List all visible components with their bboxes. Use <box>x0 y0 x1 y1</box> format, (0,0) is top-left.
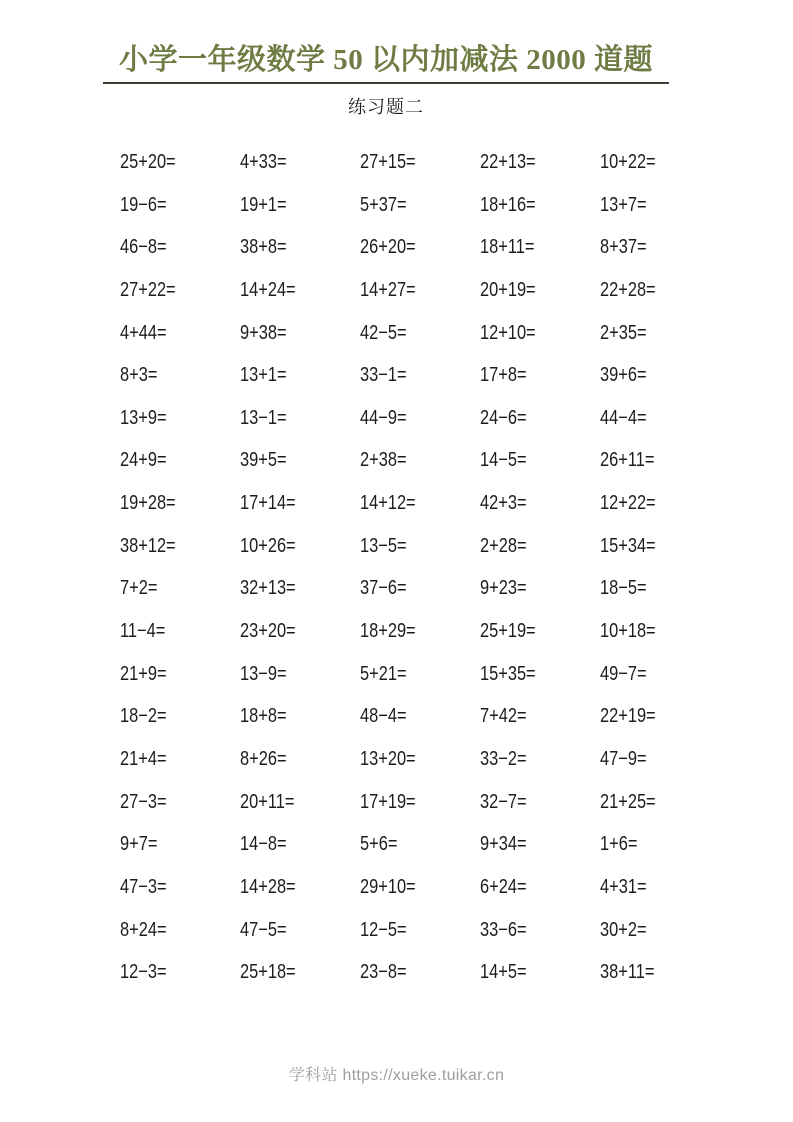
math-problem: 7+42= <box>480 705 527 728</box>
worksheet-header <box>103 44 669 119</box>
math-problem: 38+12= <box>120 534 176 557</box>
math-problem: 39+5= <box>240 449 287 472</box>
math-problem: 12−3= <box>120 961 167 984</box>
math-problem: 17+14= <box>240 492 296 515</box>
math-problem: 9+7= <box>120 833 158 856</box>
math-problem: 8+37= <box>600 236 647 259</box>
math-problem: 12−5= <box>360 918 407 941</box>
math-problem: 14−8= <box>240 833 287 856</box>
math-problem: 14+27= <box>360 278 416 301</box>
math-problem: 12+10= <box>480 321 536 344</box>
math-problem: 14−5= <box>480 449 527 472</box>
math-problem: 10+22= <box>600 151 656 173</box>
math-problem: 14+24= <box>240 278 296 301</box>
math-problem: 19+28= <box>120 492 176 515</box>
math-problem: 18−2= <box>120 705 167 728</box>
problems-grid <box>120 151 720 1004</box>
math-problem: 13+7= <box>600 193 647 216</box>
math-problem: 24+9= <box>120 449 167 472</box>
worksheet-title: 小学一年级数学 50 以内加减法 2000 道题 <box>103 44 669 84</box>
math-problem: 11−4= <box>120 620 166 643</box>
math-problem: 19−6= <box>120 193 167 216</box>
math-problem: 5+37= <box>360 193 407 216</box>
math-problem: 22+19= <box>600 705 656 728</box>
math-problem: 24−6= <box>480 406 527 429</box>
math-problem: 18+16= <box>480 193 536 216</box>
math-problem: 4+31= <box>600 875 647 898</box>
math-problem: 26+11= <box>600 449 655 472</box>
math-problem: 38+11= <box>600 961 655 984</box>
math-problem: 39+6= <box>600 364 647 387</box>
math-problem: 19+1= <box>240 193 287 216</box>
math-problem: 21+4= <box>120 747 167 770</box>
math-problem: 33−1= <box>360 364 407 387</box>
math-problem: 32+13= <box>240 577 296 600</box>
math-problem: 6+24= <box>480 875 527 898</box>
math-problem: 27+15= <box>360 151 416 173</box>
math-problem: 21+9= <box>120 662 167 685</box>
math-problem: 14+12= <box>360 492 416 515</box>
math-problem: 10+18= <box>600 620 656 643</box>
math-problem: 1+6= <box>600 833 638 856</box>
footer <box>0 1062 793 1085</box>
math-problem: 42−5= <box>360 321 407 344</box>
math-problem: 38+8= <box>240 236 287 259</box>
math-problem: 7+2= <box>120 577 158 600</box>
math-problem: 25+20= <box>120 151 176 173</box>
math-problem: 12+22= <box>600 492 656 515</box>
math-problem: 13−1= <box>240 406 287 429</box>
math-problem: 14+5= <box>480 961 527 984</box>
math-problem: 18+11= <box>480 236 535 259</box>
math-problem: 49−7= <box>600 662 647 685</box>
math-problem: 20+11= <box>240 790 295 813</box>
math-problem: 8+3= <box>120 364 158 387</box>
math-problem: 27+22= <box>120 278 176 301</box>
math-problem: 23+20= <box>240 620 296 643</box>
math-problem: 25+18= <box>240 961 296 984</box>
math-problem: 5+21= <box>360 662 407 685</box>
math-problem: 10+26= <box>240 534 296 557</box>
math-problem: 8+24= <box>120 918 167 941</box>
math-problem: 9+34= <box>480 833 527 856</box>
math-problem: 26+20= <box>360 236 416 259</box>
math-problem: 25+19= <box>480 620 536 643</box>
math-problem: 13+20= <box>360 747 416 770</box>
math-problem: 21+25= <box>600 790 656 813</box>
math-problem: 13+9= <box>120 406 167 429</box>
math-problem: 8+26= <box>240 747 287 770</box>
footer-credit: 学科站 https://xueke.tuikar.cn <box>288 1067 505 1084</box>
math-problem: 30+2= <box>600 918 647 941</box>
math-problem: 13−5= <box>360 534 407 557</box>
math-problem: 22+28= <box>600 278 656 301</box>
math-problem: 42+3= <box>480 492 527 515</box>
math-problem: 9+23= <box>480 577 527 600</box>
math-problem: 23−8= <box>360 961 407 984</box>
math-problem: 13+1= <box>240 364 287 387</box>
math-problem: 13−9= <box>240 662 287 685</box>
math-problem: 17+8= <box>480 364 527 387</box>
math-problem: 47−9= <box>600 747 647 770</box>
math-problem: 47−5= <box>240 918 287 941</box>
math-problem: 2+38= <box>360 449 407 472</box>
math-problem: 2+28= <box>480 534 527 557</box>
math-problem: 17+19= <box>360 790 416 813</box>
math-problem: 5+6= <box>360 833 398 856</box>
math-problem: 18+8= <box>240 705 287 728</box>
math-problem: 47−3= <box>120 875 167 898</box>
math-problem: 29+10= <box>360 875 416 898</box>
math-problem: 9+38= <box>240 321 287 344</box>
math-problem: 44−9= <box>360 406 407 429</box>
math-problem: 15+34= <box>600 534 656 557</box>
math-problem: 15+35= <box>480 662 536 685</box>
math-problem: 14+28= <box>240 875 296 898</box>
math-problem: 48−4= <box>360 705 407 728</box>
math-problem: 20+19= <box>480 278 536 301</box>
math-problem: 32−7= <box>480 790 527 813</box>
math-problem: 4+33= <box>240 151 287 173</box>
math-problem: 27−3= <box>120 790 167 813</box>
math-problem: 46−8= <box>120 236 167 259</box>
math-problem: 37−6= <box>360 577 407 600</box>
math-problem: 44−4= <box>600 406 647 429</box>
math-problem: 2+35= <box>600 321 647 344</box>
math-problem: 18+29= <box>360 620 416 643</box>
math-problem: 33−6= <box>480 918 527 941</box>
worksheet-subtitle: 练习题二 <box>348 97 424 118</box>
math-problem: 33−2= <box>480 747 527 770</box>
math-problem: 22+13= <box>480 151 536 173</box>
math-problem: 18−5= <box>600 577 647 600</box>
math-problem: 4+44= <box>120 321 167 344</box>
